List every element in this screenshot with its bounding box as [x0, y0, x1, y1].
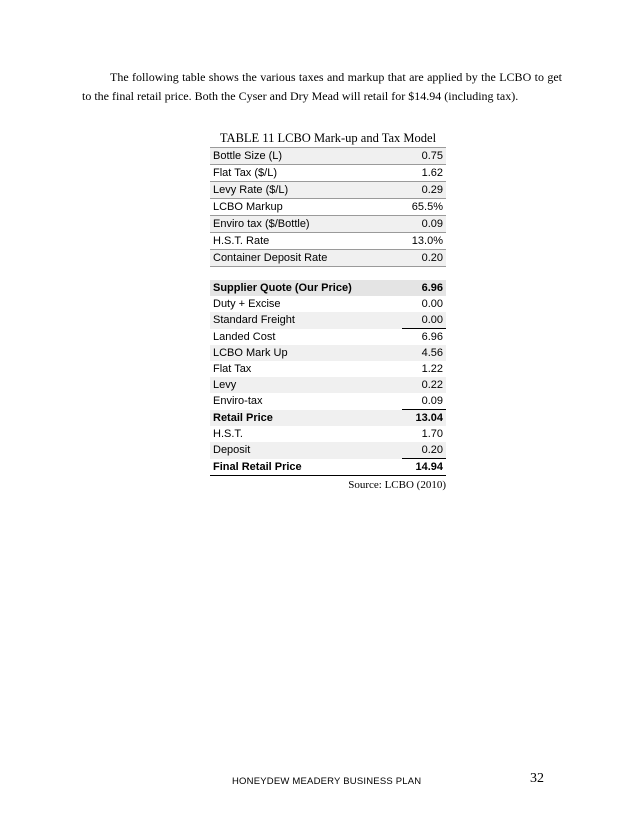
table-row	[210, 165, 446, 182]
row-label: Flat Tax	[213, 363, 252, 375]
table-row	[210, 216, 446, 233]
table-source: Source: LCBO (2010)	[348, 479, 446, 491]
row-label: Levy Rate ($/L)	[210, 182, 390, 199]
table-row	[210, 296, 446, 312]
row-value: 6.96	[402, 280, 446, 296]
row-label: LCBO Mark Up	[210, 345, 402, 361]
table-row	[210, 345, 446, 361]
table-row	[210, 280, 446, 296]
table-row	[210, 182, 446, 199]
row-label: Enviro-tax	[213, 395, 263, 408]
row-label: Enviro tax ($/Bottle)	[210, 216, 390, 233]
table-row	[210, 410, 446, 427]
row-value: 0.09	[390, 216, 446, 233]
row-value: 0.09	[402, 393, 446, 410]
row-label: Supplier Quote (Our Price)	[210, 280, 402, 296]
row-label: Deposit	[210, 442, 402, 459]
row-value: 1.22	[421, 363, 443, 375]
row-value: 0.22	[402, 377, 446, 393]
table-row	[210, 361, 446, 377]
row-label: LCBO Markup	[210, 199, 390, 216]
row-value: 0.29	[390, 182, 446, 199]
row-label: Retail Price	[210, 410, 402, 427]
row-value: 1.70	[421, 428, 443, 440]
row-value: 6.96	[421, 331, 443, 343]
row-value: 65.5%	[390, 199, 446, 216]
table-row	[210, 199, 446, 216]
table-caption: TABLE 11 LCBO Mark-up and Tax Model	[219, 131, 437, 145]
table-row	[210, 329, 446, 346]
lcbo-table	[210, 130, 446, 492]
row-value: 14.94	[402, 459, 446, 476]
row-label: Duty + Excise	[213, 298, 281, 310]
calc-table	[210, 280, 446, 476]
table-row	[210, 250, 446, 267]
row-label: H.S.T. Rate	[210, 233, 390, 250]
table-row	[210, 377, 446, 393]
row-label: Standard Freight	[210, 312, 402, 329]
row-label: Levy	[210, 377, 402, 393]
table-row	[210, 393, 446, 410]
intro-paragraph: The following table shows the various taxes and markup that are applied by the LCBO to get to the final retail price. Both the Cyser and Dry Mead will retail for $14.94 (including tax).	[82, 70, 562, 103]
row-value: 13.04	[402, 410, 446, 427]
row-label: Flat Tax ($/L)	[210, 165, 390, 182]
row-value: 13.0%	[390, 233, 446, 250]
row-label: Container Deposit Rate	[210, 250, 390, 267]
page-number: 32	[530, 771, 544, 786]
table-row	[210, 233, 446, 250]
row-value: 0.00	[402, 312, 446, 329]
row-value: 0.20	[390, 250, 446, 267]
footer-title: HONEYDEW MEADERY BUSINESS PLAN	[232, 776, 422, 787]
row-value: 4.56	[402, 345, 446, 361]
table-row	[210, 426, 446, 442]
row-label: Bottle Size (L)	[210, 148, 390, 165]
table-row	[210, 459, 446, 476]
row-value: 0.00	[421, 298, 443, 310]
row-label: Landed Cost	[213, 330, 276, 343]
inputs-table	[210, 147, 446, 267]
row-value: 1.62	[390, 165, 446, 182]
row-label: H.S.T.	[213, 428, 243, 440]
table-row	[210, 312, 446, 329]
row-value: 0.75	[390, 148, 446, 165]
row-value: 0.20	[402, 442, 446, 459]
table-row	[210, 442, 446, 459]
row-label: Final Retail Price	[210, 459, 402, 476]
table-row	[210, 148, 446, 165]
